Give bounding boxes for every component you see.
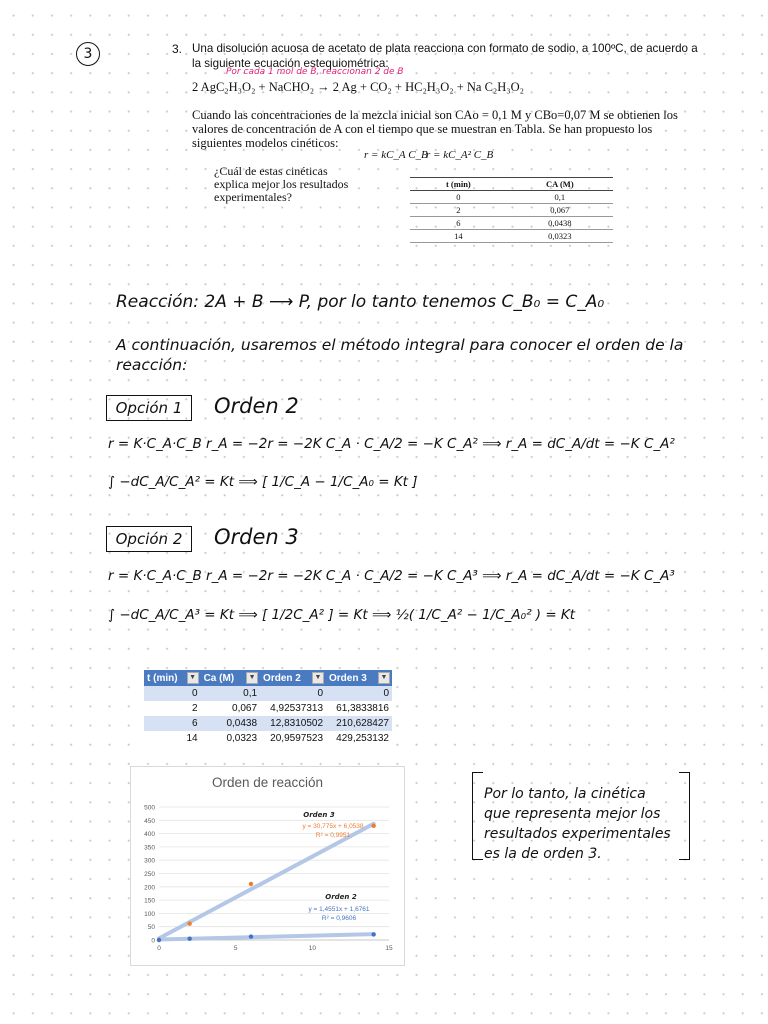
question-line-1: ¿Cuál de estas cinéticas [214, 164, 328, 178]
conclusion-line-2: que representa mejor los [484, 806, 661, 822]
cell[interactable]: 0,0438 [201, 716, 260, 731]
cell[interactable]: 2 [144, 701, 201, 716]
header-label: t (min) [147, 672, 178, 684]
chart-plot [131, 767, 404, 965]
cell: 6 [410, 217, 507, 230]
option-1-rate: r = K·C_A·C_B r_A = −2r = −2K C_A · C_A/2 = −K C_A² ⟹ r_A = dC_A/dt = −K C_A² [108, 436, 675, 452]
x-tick-label: 0 [157, 945, 161, 952]
col-header-time: t (min) [410, 178, 507, 191]
cell[interactable]: 14 [144, 731, 201, 746]
r2-orden-2: R² = 0,9606 [321, 915, 357, 922]
option-2-label: Opción 2 [115, 530, 183, 548]
x-tick-label: 15 [385, 945, 393, 952]
cell[interactable]: 210,628427 [326, 716, 392, 731]
data-point [371, 932, 375, 936]
conclusion-line-4: es la de orden 3. [484, 846, 602, 862]
cell[interactable]: 0,067 [201, 701, 260, 716]
cell[interactable]: 61,3833816 [326, 701, 392, 716]
series-label-orden-2: Orden 2 [325, 893, 357, 901]
problem-para-1: Cuando las concentraciones de la mezcla inicial son CAo = 0,1 M y CBo=0,07 M se obtienen los [192, 108, 678, 122]
method-line-1: A continuación, usaremos el método integral para conocer el orden de la [116, 336, 684, 354]
cell: 0 [410, 191, 507, 204]
data-point [249, 882, 253, 886]
y-tick-label: 50 [147, 924, 155, 932]
option-2-integral: ∫ −dC_A/C_A³ = Kt ⟹ [ 1/2C_A² ] = Kt ⟹ ½( 1/C_A² − 1/C_A₀² ) = Kt [108, 607, 576, 623]
y-tick-label: 150 [144, 897, 155, 905]
option-2-title: Orden 3 [214, 525, 299, 549]
y-tick-label: 100 [144, 910, 155, 918]
problem-data-table [410, 177, 613, 243]
sheet-header-ca[interactable] [201, 670, 260, 686]
problem-para-3: siguientes modelos cinéticos: [192, 136, 339, 150]
pink-annotation: Por cada 1 mol de B, reaccionan 2 de B [226, 67, 404, 77]
option-1-title: Orden 2 [214, 394, 299, 418]
filter-dropdown-icon[interactable]: ▼ [378, 672, 390, 684]
table-row [410, 191, 613, 204]
table-row [410, 204, 613, 217]
equation-orden-2: y = 1,4551x + 1,6761 [308, 906, 370, 913]
option-2-box [106, 526, 192, 552]
y-tick-label: 0 [151, 937, 155, 945]
y-tick-label: 200 [144, 884, 155, 892]
data-point [249, 934, 253, 938]
y-tick-label: 250 [144, 871, 155, 878]
cell[interactable]: 0,0323 [201, 731, 260, 746]
data-point [187, 936, 191, 940]
y-tick-label: 350 [144, 844, 155, 852]
filter-dropdown-icon[interactable]: ▼ [312, 672, 324, 684]
cell: 14 [410, 230, 507, 243]
cell[interactable]: 0 [144, 686, 201, 701]
sheet-row [144, 731, 392, 746]
filter-dropdown-icon[interactable]: ▼ [246, 672, 258, 684]
header-label: Orden 2 [263, 672, 301, 684]
cell[interactable]: 0 [260, 686, 326, 701]
option-1-integral: ∫ −dC_A/C_A² = Kt ⟹ [ 1/C_A − 1/C_A₀ = Kt ] [108, 474, 418, 490]
spreadsheet-table [144, 670, 392, 746]
kinetic-model-2: r = kC_A² C_B [426, 149, 494, 161]
cell: 2 [410, 204, 507, 217]
header-label: Orden 3 [329, 672, 367, 684]
conclusion-line-3: resultados experimentales [484, 826, 671, 842]
problem-number: 3. [172, 42, 183, 56]
option-1-label: Opción 1 [115, 399, 183, 417]
sheet-row [144, 701, 392, 716]
sheet-header-orden2[interactable] [260, 670, 326, 686]
question-line-3: experimentales? [214, 190, 292, 204]
option-2-rate: r = K·C_A·C_B r_A = −2r = −2K C_A · C_A/2 = −K C_A³ ⟹ r_A = dC_A/dt = −K C_A³ [108, 568, 675, 584]
problem-number-circle [76, 42, 100, 66]
cell[interactable]: 0,1 [201, 686, 260, 701]
question-line-2: explica mejor los resultados [214, 177, 349, 191]
table-row [410, 230, 613, 243]
y-tick-label: 450 [144, 817, 155, 825]
cell[interactable]: 12,8310502 [260, 716, 326, 731]
y-tick-label: 400 [144, 831, 155, 839]
chart-container[interactable] [130, 766, 405, 966]
option-1-box [106, 395, 192, 421]
cell[interactable]: 20,9597523 [260, 731, 326, 746]
cell[interactable]: 6 [144, 716, 201, 731]
filter-dropdown-icon[interactable]: ▼ [187, 672, 199, 684]
method-line-2: reacción: [116, 356, 188, 374]
data-point [371, 824, 375, 828]
y-tick-label: 300 [144, 857, 155, 865]
stoichiometric-equation: 2 AgC₂H₃O₂ + NaCHO₂ → 2 Ag + CO₂ + HC₂H₃O₂ + Na C₂H₃O₂ [192, 80, 525, 94]
y-tick-label: 500 [144, 804, 155, 812]
cell: 0,1 [507, 191, 613, 204]
col-header-ca: CA (M) [507, 178, 613, 191]
cell[interactable]: 4,92537313 [260, 701, 326, 716]
x-tick-label: 5 [233, 945, 238, 952]
sheet-header-time[interactable] [144, 670, 201, 686]
sheet-row [144, 716, 392, 731]
cell: 0,0438 [507, 217, 613, 230]
reaction-line: Reacción: 2A + B ⟶ P, por lo tanto tenemos C_B₀ = C_A₀ [116, 292, 605, 312]
cell[interactable]: 429,253132 [326, 731, 392, 746]
conclusion-line-1: Por lo tanto, la cinética [484, 786, 646, 802]
data-point [187, 921, 191, 925]
cell: 0,067 [507, 204, 613, 217]
sheet-row [144, 686, 392, 701]
circle-number-text: 3 [83, 46, 93, 62]
problem-para-2: valores de concentración de A con el tiempo que se muestran en Tabla. Se han propuesto los [192, 122, 653, 136]
problem-line-2: la siguiente ecuación estequiométrica: [192, 57, 389, 70]
series-label-orden-3: Orden 3 [303, 811, 335, 819]
equation-orden-3: y = 30,775x + 6,0538 [302, 823, 364, 830]
x-tick-label: 10 [308, 945, 316, 952]
cell: 0,0323 [507, 230, 613, 243]
table-row [410, 217, 613, 230]
header-label: Ca (M) [203, 672, 235, 684]
data-point [157, 938, 161, 942]
r2-orden-3: R² = 0,9951 [315, 832, 351, 839]
cell[interactable]: 0 [326, 686, 392, 701]
problem-line-1: Una disolución acuosa de acetato de plata reacciona con formato de sodio, a 100ºC, de acuerdo a [192, 42, 698, 55]
kinetic-model-1: r = kC_A C_B [364, 149, 428, 161]
sheet-header-orden3[interactable] [326, 670, 392, 686]
chart-title: Orden de reacción [211, 775, 324, 790]
